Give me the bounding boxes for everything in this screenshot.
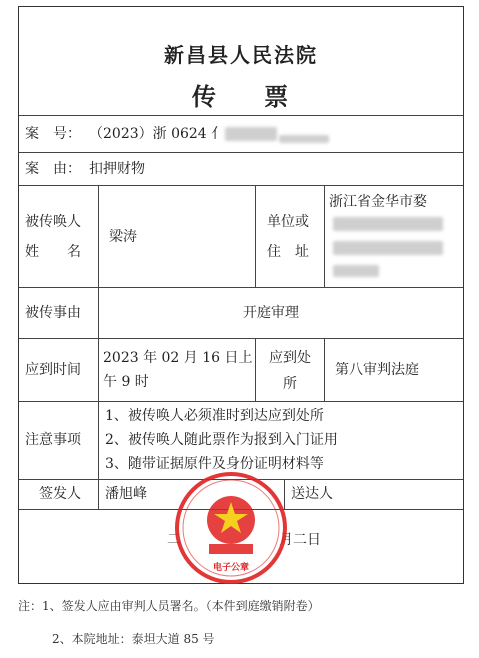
appear-time-label: 应到时间	[25, 362, 81, 378]
notes-item: 1、被传唤人必须准时到达应到处所	[105, 408, 324, 424]
address-label: 住 址	[267, 244, 309, 260]
redacted-address	[333, 241, 443, 255]
case-number-value: （2023）浙 0624 ⺅	[89, 126, 226, 142]
appear-time-value: 午 9 时	[103, 374, 149, 390]
notes-item: 2、被传唤人随此票作为报到入门证用	[105, 432, 338, 448]
summoned-name: 梁涛	[109, 229, 137, 245]
seal-text: 电子公章	[212, 563, 250, 573]
column-divider	[324, 185, 325, 287]
case-reason-label: 案 由：	[25, 161, 81, 177]
column-divider	[255, 338, 256, 401]
row-divider	[19, 401, 463, 402]
court-seal-icon	[173, 470, 289, 586]
summon-reason-value: 开庭审理	[243, 305, 299, 321]
issue-date-prefix: 二	[167, 532, 181, 548]
court-name: 新昌县人民法院	[164, 43, 318, 67]
case-number-label: 案 号：	[25, 126, 81, 142]
appear-place-label: 应到处	[269, 350, 311, 366]
redacted-address	[333, 265, 379, 277]
address-label: 单位或	[267, 214, 309, 230]
appear-place-value: 第八审判法庭	[335, 362, 419, 378]
redacted-case-number	[225, 127, 277, 141]
column-divider	[98, 185, 99, 509]
summoned-name-label: 姓 名	[25, 244, 81, 260]
column-divider	[324, 338, 325, 401]
notes-label: 注意事项	[25, 432, 81, 448]
issuer-name: 潘旭峰	[105, 486, 147, 502]
row-divider	[19, 185, 463, 186]
document-title: 传 票	[191, 82, 291, 111]
notes-item: 3、随带证据原件及身份证明材料等	[105, 456, 324, 472]
address-value: 浙江省金华市婺	[329, 194, 427, 210]
row-divider	[19, 287, 463, 288]
column-divider	[255, 185, 256, 287]
redacted-address	[333, 217, 443, 231]
issue-date-suffix: 月二日	[279, 532, 321, 548]
row-divider	[19, 338, 463, 339]
summon-reason-label: 被传事由	[25, 305, 81, 321]
appear-time-value: 2023 年 02 月 16 日上	[103, 350, 253, 366]
case-reason-value: 扣押财物	[89, 161, 145, 177]
summoned-name-label: 被传唤人	[25, 214, 81, 230]
issuer-label: 签发人	[39, 486, 81, 502]
deliverer-label: 送达人	[291, 486, 333, 502]
footer-note: 注：1、签发人应由审判人员署名。（本件到庭缴销附卷）	[18, 599, 320, 613]
form-header	[19, 7, 463, 115]
redacted-case-number	[279, 135, 329, 143]
row-divider	[19, 152, 463, 153]
appear-place-label: 所	[283, 376, 297, 392]
row-divider	[19, 115, 463, 116]
footer-note: 2、本院地址：泰坦大道 85 号	[52, 632, 215, 646]
